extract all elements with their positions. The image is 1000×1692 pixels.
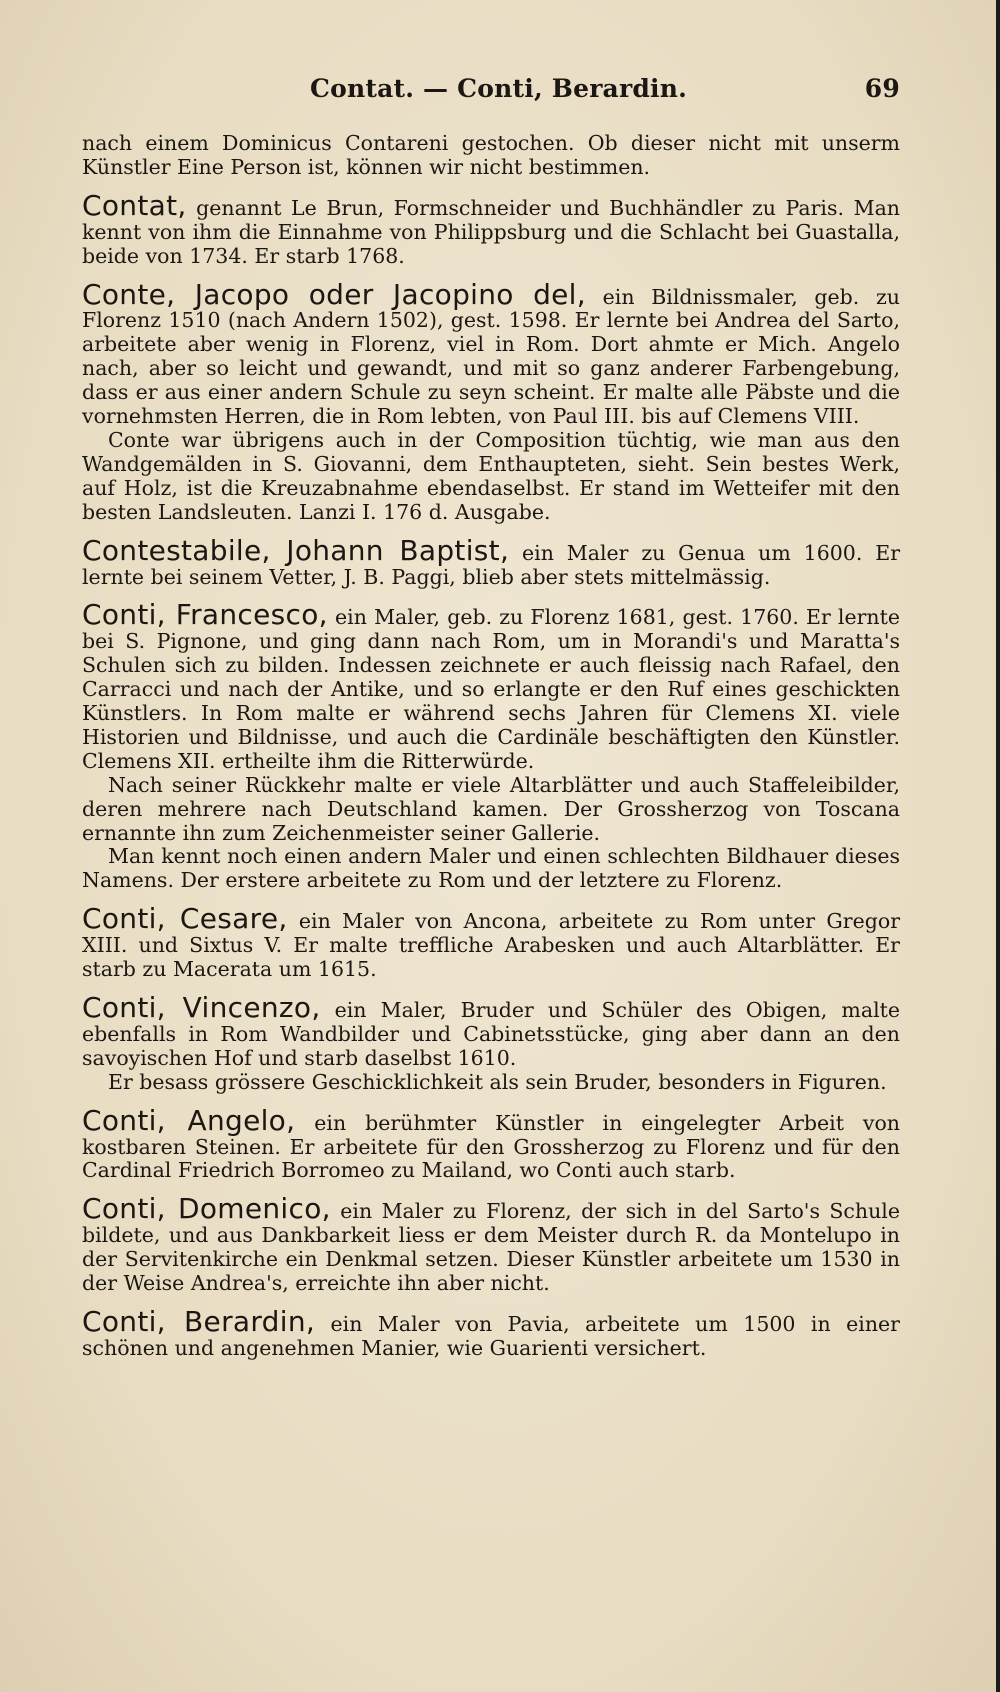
headword: Contestabile, Johann Baptist, [82,533,510,567]
entry-conti-francesco [82,598,900,893]
entry-text: ein Maler, Bruder und Schüler des Obigen, malte ebenfalls in Rom Wandbilder und Cabinetsstücke, ging aber dann an den savoyischen Hof und starb daselbst 1610. [82,998,900,1070]
headword: Conti, Angelo, [82,1103,296,1137]
entry-text: ein Maler von Pavia, arbeitete um 1500 in einer schönen und angenehmen Manier, wie Guarienti versichert. [82,1311,900,1360]
entry-text: ein Maler von Ancona, arbeitete zu Rom unter Gregor XIII. und Sixtus V. Er malte treffliche Arabesken und auch Altarblätter. Er starb zu Macerata um 1615. [82,909,901,982]
entry-conti-domenico [82,1192,901,1296]
headword: Conti, Vincenzo, [82,991,321,1024]
entry-text: ein Maler, geb. zu Florenz 1681, gest. 1760. Er lernte bei S. Pignone, und ging dann nach Rom, um in Morandi's und Maratta's Schulen sich zu bilden. Indessen zeichnete er auch fleissig nach Rafael, den Carracci und nach der Antike, und so erlangte er den Ruf eines geschickten Künstlers. In Rom malte er während sechs Jahren für Clemens XI. viele Historien und Bildnisse, und auch die Cardinäle beschäftigten den Künstler. Clemens XII. ertheilte ihm die Ritterwürde. [82,605,900,773]
header-title: Contat. — Conti, Berardin. [310,74,687,103]
headword: Conti, Domenico, [82,1192,331,1226]
entry-contestabile [82,533,900,590]
entry-contat [82,188,900,269]
intro-paragraph [82,132,900,180]
entry-text: ein Maler zu Genua um 1600. Er lernte bei seinem Vetter, J. B. Paggi, blieb aber stets mittelmässig. [82,540,900,589]
entry-conti-cesare [82,902,901,982]
running-header [300,74,900,114]
page-number: 69 [864,74,900,103]
entry-subparagraph: Conte war übrigens auch in der Composition tüchtig, wie man aus den Wandgemälden in S. Giovanni, dem Enthaupteten, sieht. Sein bestes Werk, auf Holz, ist die Kreuzabnahme ebendaselbst. Er stand im Wetteifer mit den besten Landsleuten. Lanzi I. 176 d. Ausgabe. [82,427,900,524]
entry-conti-berardin [82,1304,900,1361]
headword: Conti, Cesare, [82,902,288,936]
entry-subparagraph: Nach seiner Rückkehr malte er viele Altarblätter und auch Staffeleibilder, deren mehrere nach Deutschland kamen. Der Grossherzog von Toscana ernannte ihn zum Zeichenmeister seiner Gallerie. [82,772,900,845]
entry-subparagraph: Man kennt noch einen andern Maler und einen schlechten Bildhauer dieses Namens. Der erstere arbeitete zu Rom und der letztere zu Florenz. [82,844,900,893]
entry-conti-angelo [82,1103,900,1184]
page-body [82,132,900,1375]
headword: Conte, Jacopo oder Jacopino del, [82,277,586,311]
page-edge [996,0,1000,1692]
headword: Contat, [82,188,187,222]
entry-text: ein berühmter Künstler in eingelegter Arbeit von kostbaren Steinen. Er arbeitete für den Grossherzog zu Florenz und für den Cardinal Friedrich Borromeo zu Mailand, wo Conti auch starb. [82,1110,900,1183]
entry-text: genannt Le Brun, Formschneider und Buchhändler zu Paris. Man kennt von ihm die Einnahme von Philippsburg und die Schlacht bei Guastalla, beide von 1734. Er starb 1768. [82,195,900,268]
entry-conti-vincenzo [82,991,900,1095]
entry-conte-jacopo [82,277,900,525]
headword: Conti, Francesco, [82,598,328,632]
entry-text: ein Bildnissmaler, geb. zu Florenz 1510 (nach Andern 1502), gest. 1598. Er lernte bei Andrea del Sarto, arbeitete aber wenig in Florenz, viel in Rom. Dort ahmte er Mich. Angelo nach, aber so leicht und gewandt, und mit so ganz anderer Farbengebung, dass er aus einer andern Schule zu seyn scheint. Er malte alle Päbste und die vornehmsten Herren, die in Rom lebten, von Paul III. bis auf Clemens VIII. [82,284,900,429]
entry-subparagraph: Er besass grössere Geschicklichkeit als sein Bruder, besonders in Figuren. [108,1069,887,1094]
headword: Conti, Berardin, [82,1304,316,1338]
entry-text: ein Maler zu Florenz, der sich in del Sarto's Schule bildete, und aus Dankbarkeit liess er dem Meister durch R. da Montelupo in der Servitenkirche ein Denkmal setzen. Dieser Künstler arbeitete um 1530 in der Weise Andrea's, erreichte ihn aber nicht. [82,1199,901,1296]
intro-text: nach einem Dominicus Contareni gestochen. Ob dieser nicht mit unserm Künstler Eine Person ist, können wir nicht bestimmen. [82,131,900,179]
